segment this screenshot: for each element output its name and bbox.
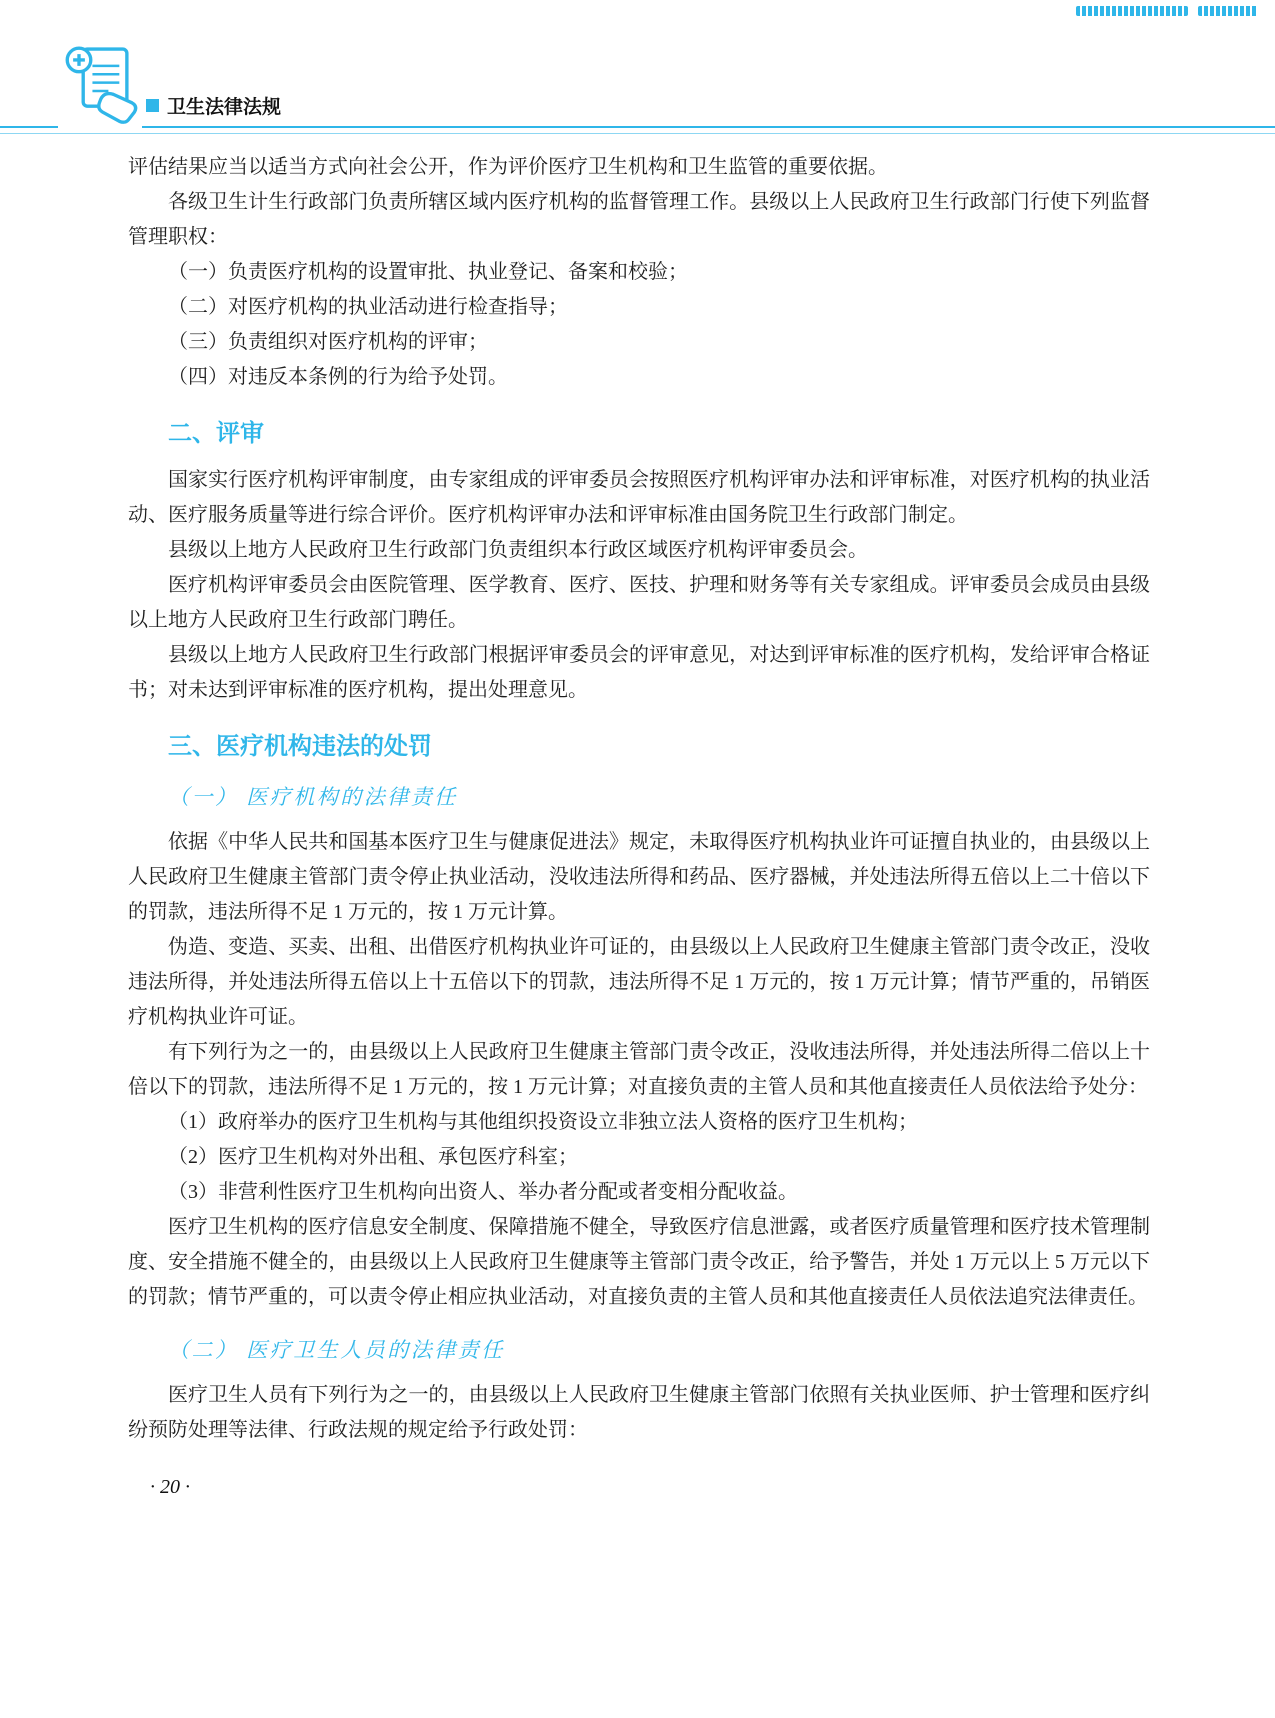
paragraph: 县级以上地方人民政府卫生行政部门根据评审委员会的评审意见，对达到评审标准的医疗机构，发给评审合格证书；对未达到评审标准的医疗机构，提出处理意见。: [128, 644, 1150, 701]
header-rule-thin: [0, 133, 1275, 134]
corner-stripes-icon: [1198, 6, 1258, 16]
list-item: （1）政府举办的医疗卫生机构与其他组织投资设立非独立法人资格的医疗卫生机构；: [168, 1111, 918, 1133]
paragraph: 各级卫生计生行政部门负责所辖区域内医疗机构的监督管理工作。县级以上人民政府卫生行政部门行使下列监督管理职权：: [128, 191, 1150, 248]
page-content: [128, 150, 1150, 1505]
paragraph: 有下列行为之一的，由县级以上人民政府卫生健康主管部门责令改正，没收违法所得，并处违法所得二倍以上十倍以下的罚款，违法所得不足 1 万元的，按 1 万元计算；对直接负责的主管人员和其他直接责任人员依法给予处分：: [128, 1041, 1150, 1098]
paragraph: 评估结果应当以适当方式向社会公开，作为评价医疗卫生机构和卫生监管的重要依据。: [128, 156, 888, 178]
paragraph: 伪造、变造、买卖、出租、出借医疗机构执业许可证的，由县级以上人民政府卫生健康主管部门责令改正，没收违法所得，并处违法所得五倍以上十五倍以下的罚款，违法所得不足 1 万元的，按 1 万元计算；情节严重的，吊销医疗机构执业许可证。: [128, 936, 1150, 1028]
document-medical-icon: [58, 44, 142, 128]
square-bullet-icon: [146, 99, 159, 112]
section-heading: 三、医疗机构违法的处罚: [168, 733, 432, 760]
corner-stripes-icon: [1076, 6, 1188, 16]
paragraph: 医疗卫生机构的医疗信息安全制度、保障措施不健全，导致医疗信息泄露，或者医疗质量管理和医疗技术管理制度、安全措施不健全的，由县级以上人民政府卫生健康等主管部门责令改正，给予警告，并处 1 万元以上 5 万元以下的罚款；情节严重的，可以责令停止相应执业活动，对直接负责的主管人员和其他直接责任人员依法追究法律责任。: [128, 1216, 1150, 1308]
header-rule: [0, 126, 1275, 128]
list-item: （2）医疗卫生机构对外出租、承包医疗科室；: [168, 1146, 578, 1168]
page-header: [146, 92, 281, 119]
list-item: （四）对违反本条例的行为给予处罚。: [168, 366, 508, 388]
subsection-heading: （一） 医疗机构的法律责任: [168, 785, 458, 809]
list-item: （3）非营利性医疗卫生机构向出资人、举办者分配或者变相分配收益。: [168, 1181, 798, 1203]
header-title: 卫生法律法规: [167, 97, 282, 118]
list-item: （一）负责医疗机构的设置审批、执业登记、备案和校验；: [168, 261, 688, 283]
paragraph: 依据《中华人民共和国基本医疗卫生与健康促进法》规定，未取得医疗机构执业许可证擅自执业的，由县级以上人民政府卫生健康主管部门责令停止执业活动，没收违法所得和药品、医疗器械，并处违法所得五倍以上二十倍以下的罚款，违法所得不足 1 万元的，按 1 万元计算。: [128, 831, 1150, 923]
page-number: · 20 ·: [150, 1476, 190, 1498]
paragraph: 医疗卫生人员有下列行为之一的，由县级以上人民政府卫生健康主管部门依照有关执业医师、护士管理和医疗纠纷预防处理等法律、行政法规的规定给予行政处罚：: [128, 1384, 1150, 1441]
paragraph: 县级以上地方人民政府卫生行政部门负责组织本行政区域医疗机构评审委员会。: [168, 539, 868, 561]
list-item: （二）对医疗机构的执业活动进行检查指导；: [168, 296, 568, 318]
subsection-heading: （二） 医疗卫生人员的法律责任: [168, 1338, 505, 1362]
paragraph: 国家实行医疗机构评审制度，由专家组成的评审委员会按照医疗机构评审办法和评审标准，对医疗机构的执业活动、医疗服务质量等进行综合评价。医疗机构评审办法和评审标准由国务院卫生行政部门制定。: [128, 469, 1150, 526]
list-item: （三）负责组织对医疗机构的评审；: [168, 331, 488, 353]
paragraph: 医疗机构评审委员会由医院管理、医学教育、医疗、医技、护理和财务等有关专家组成。评审委员会成员由县级以上地方人民政府卫生行政部门聘任。: [128, 574, 1150, 631]
section-heading: 二、评审: [168, 420, 264, 447]
